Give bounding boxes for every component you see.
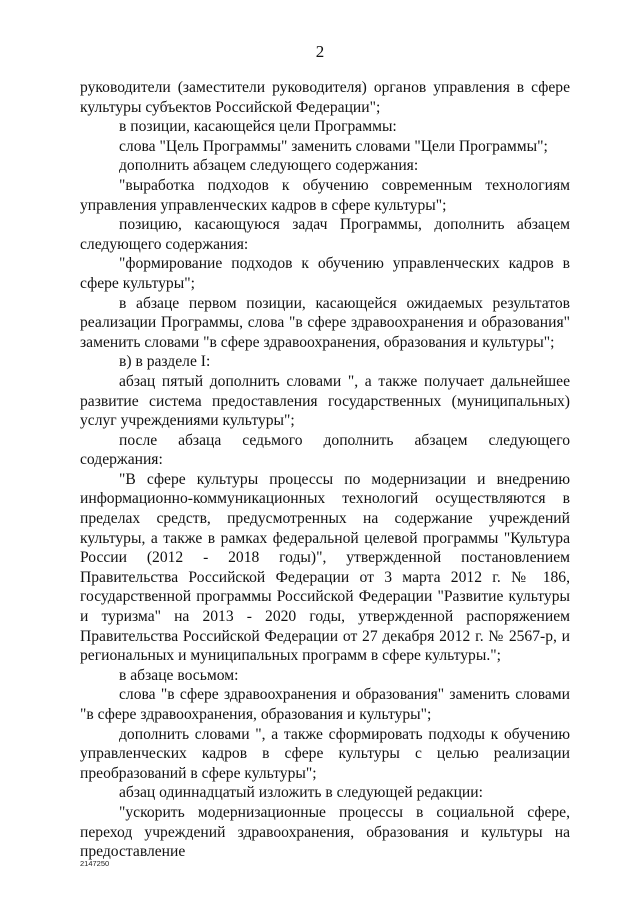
document-code: 2147250 [80,859,110,868]
paragraph: руководители (заместители руководителя) органов управления в сфере культуры субъектов Российской Федерации"; [80,79,570,116]
document-body [80,78,570,862]
paragraph: в абзаце первом позиции, касающейся ожидаемых результатов реализации Программы, слова "в сфере здравоохранения и образования" заменить словами "в сфере здравоохранения, образования и культуры"; [80,294,570,351]
paragraph: абзац пятый дополнить словами ", а также получает дальнейшее развитие система предоставления государственных (муниципальных) услуг учреждениями культуры"; [80,372,570,430]
paragraph: в абзаце восьмом: [119,666,239,684]
paragraph: в) в разделе I: [119,353,211,371]
paragraph: "В сфере культуры процессы по модернизации и внедрению информационно-коммуникационных технологий осуществляются в пределах средств, предусмотренных на содержание учреждений культуры, а также в рамках федеральной целевой программы "Культура России (2012 - 2018 годы)", утвержденной постановлением Правительства Российской Федерации от 3 марта 2012 г. № 186, государственной программы Российской Федерации "Развитие культуры и туризма" на 2013 - 2020 годы, утвержденной распоряжением Правительства Российской Федерации от 27 декабря 2012 г. № 2567-р, и региональных и муниципальных программ в сфере культуры."; [80,470,570,665]
paragraph: "ускорить модернизационные процессы в социальной сфере, переход учреждений здравоохранения, образования и культуры на предоставление [80,803,570,861]
paragraph: в позиции, касающейся цели Программы: [119,118,397,136]
paragraph: дополнить абзацем следующего содержания: [119,157,419,175]
paragraph: "выработка подходов к обучению современным технологиям управления управленческих кадров в сфере культуры"; [80,176,570,214]
paragraph: "формирование подходов к обучению управленческих кадров в сфере культуры"; [80,255,570,292]
paragraph: абзац одиннадцатый изложить в следующей редакции: [119,784,483,802]
paragraph: после абзаца седьмого дополнить абзацем следующего содержания: [80,431,570,469]
paragraph: дополнить словами ", а также сформировать подходы к обучению управленческих кадров в сфере культуры с целью реализации преобразований в сфере культуры"; [80,725,570,782]
paragraph: слова "в сфере здравоохранения и образования" заменить словами "в сфере здравоохранения, образования и культуры"; [80,686,570,723]
paragraph: позицию, касающуюся задач Программы, дополнить абзацем следующего содержания: [80,216,570,253]
page-number: 2 [315,42,325,61]
paragraph: слова "Цель Программы" заменить словами "Цели Программы"; [119,137,548,155]
